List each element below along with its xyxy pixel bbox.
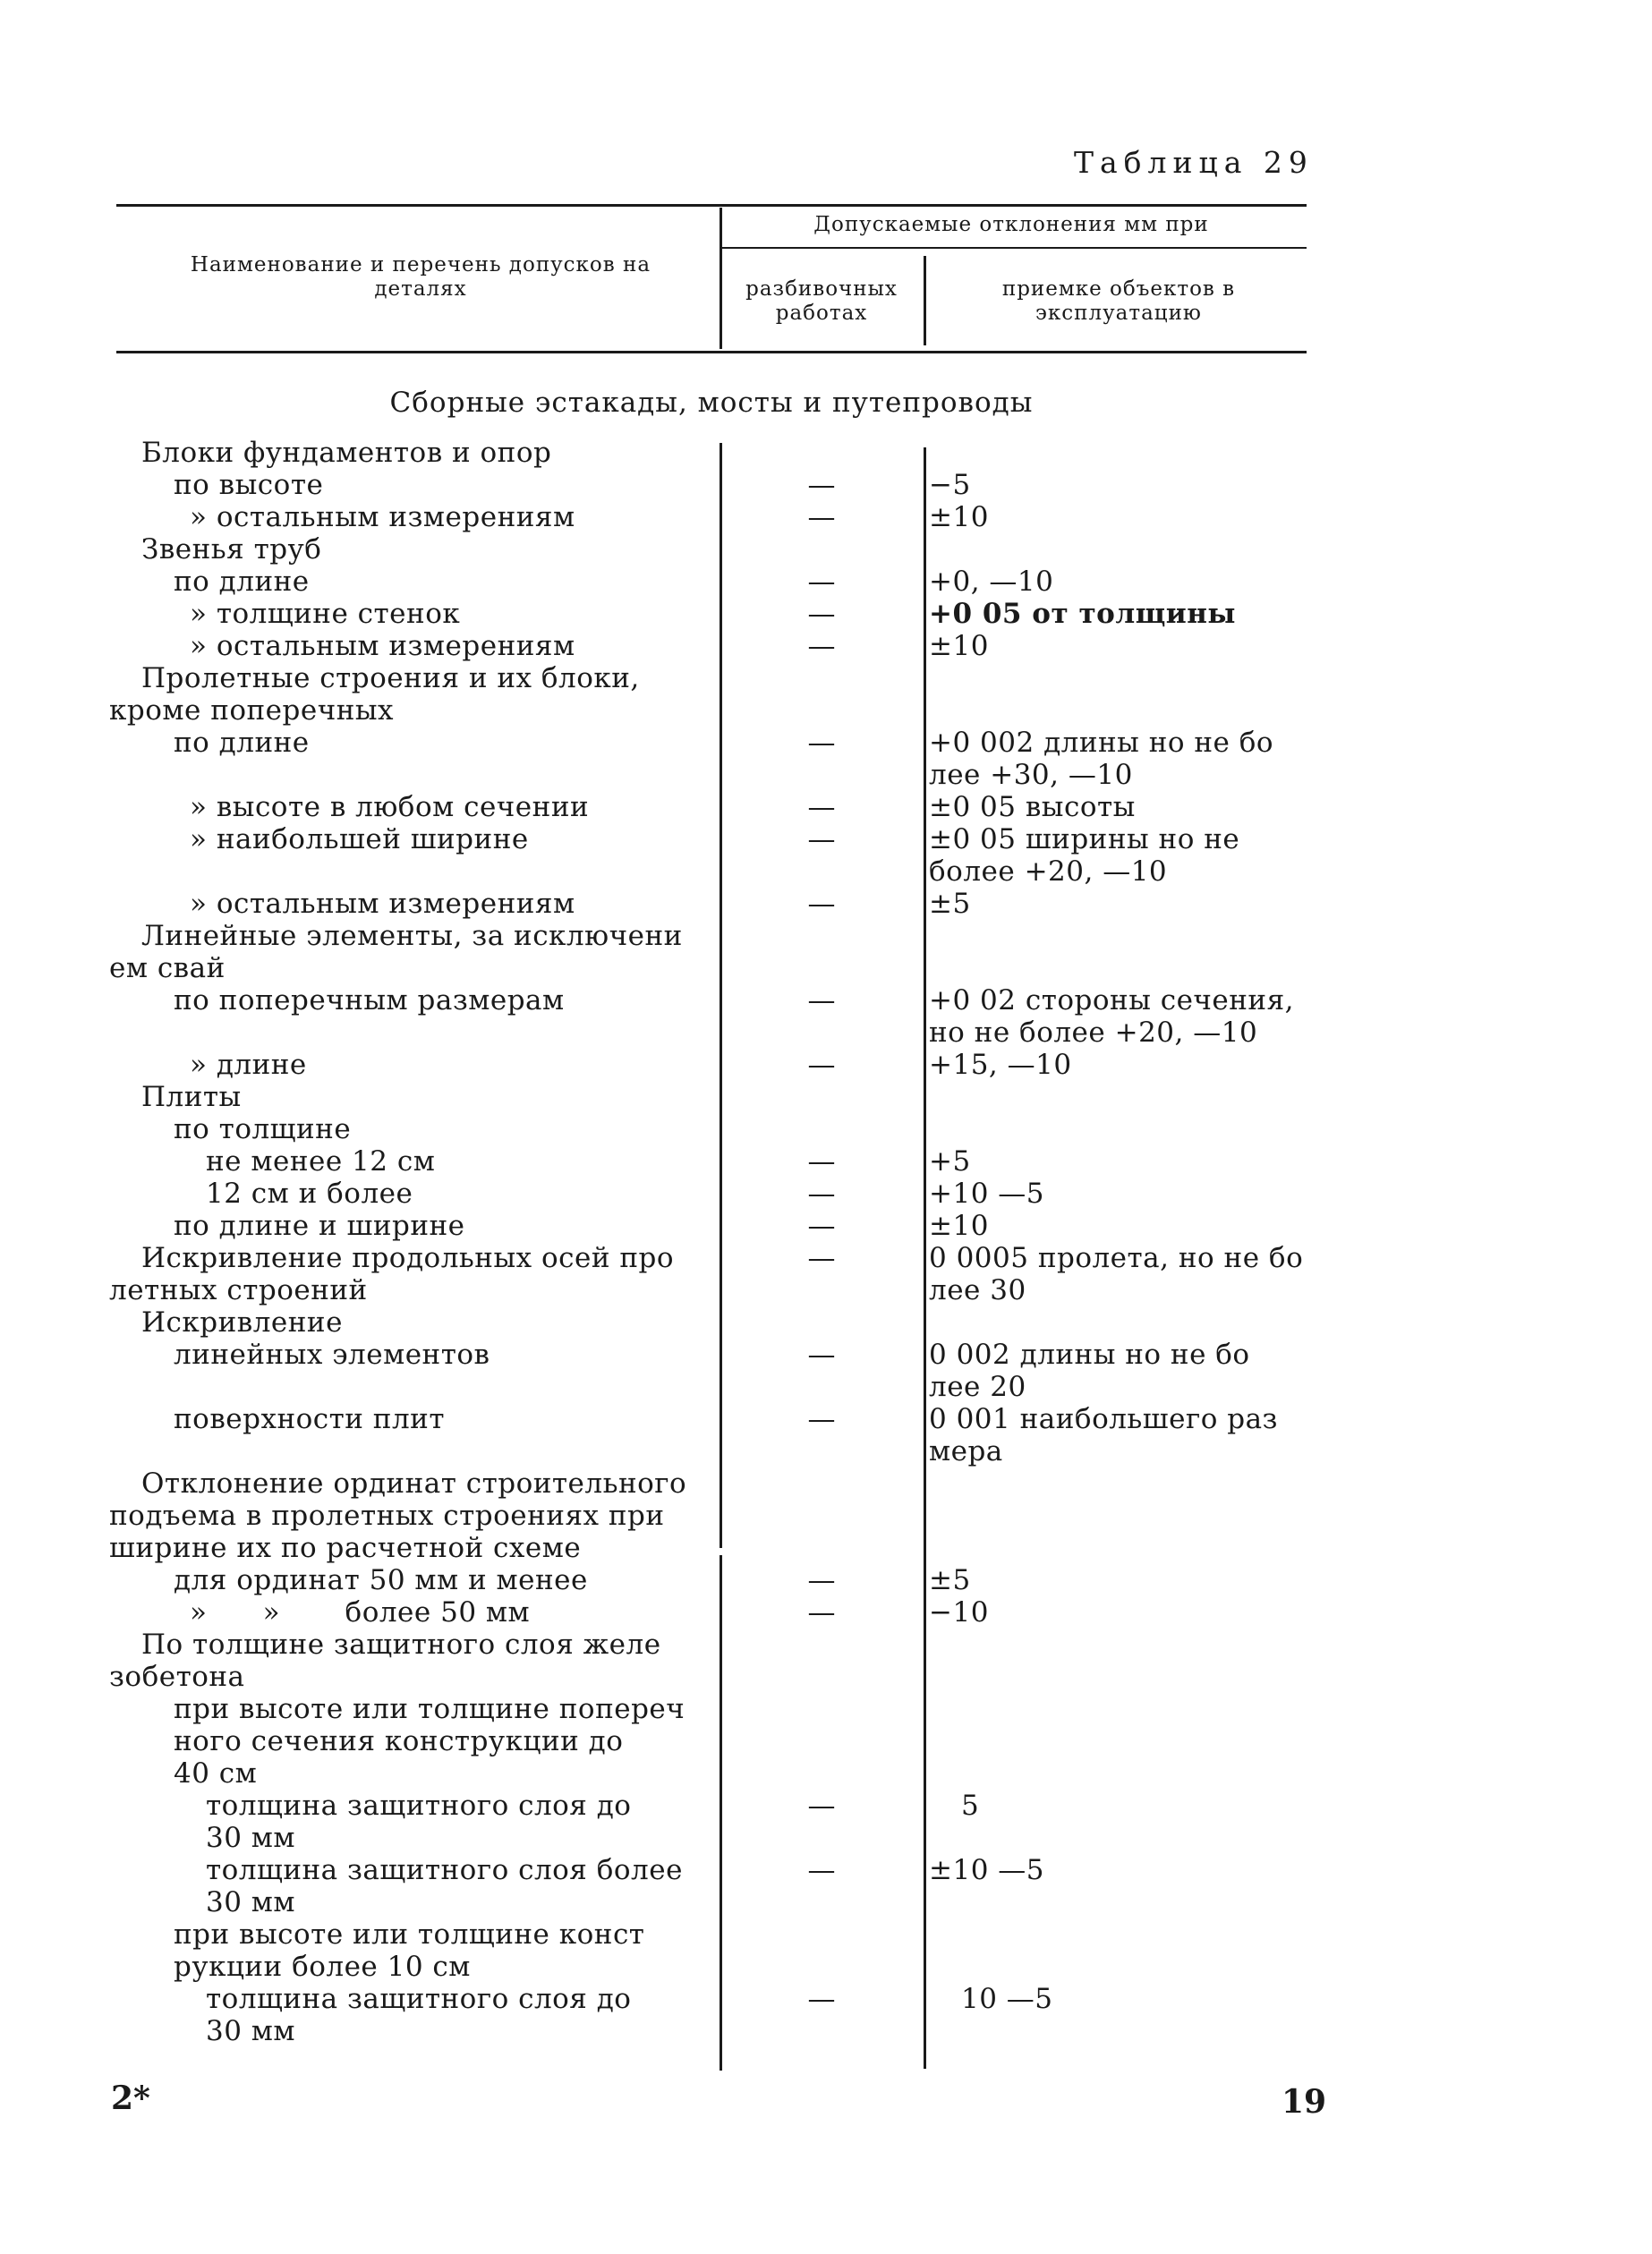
row-layout-value: — (807, 984, 836, 1016)
row-layout-value: — (807, 1210, 836, 1242)
row-layout-value: — (807, 469, 836, 501)
row-acceptance-value: ±10 (929, 630, 989, 662)
header-layout-works: разбивочных работах (745, 277, 898, 325)
row-acceptance-value: ±10 (929, 1210, 989, 1242)
row-name: по поперечным размерам (174, 984, 565, 1016)
row-name: ем свай (109, 952, 226, 984)
row-name: толщина защитного слоя до (206, 1983, 632, 2015)
row-name: при высоте или толщине конст (174, 1918, 645, 1951)
row-acceptance-value: ±10 —5 (929, 1854, 1044, 1886)
row-name: Пролетные строения и их блоки, (141, 662, 640, 694)
signature-mark: 2* (111, 2080, 150, 2117)
row-name: » остальным измерениям (190, 501, 575, 533)
row-name: 30 мм (206, 1822, 296, 1854)
row-acceptance-value: +10 —5 (929, 1178, 1044, 1210)
row-layout-value: — (807, 1596, 836, 1629)
row-layout-value: — (807, 727, 836, 759)
row-name: по длине (174, 727, 310, 759)
header-name-column: Наименование и перечень допусков на деталях (190, 253, 651, 301)
row-acceptance-value: ±0 05 высоты (929, 791, 1136, 823)
row-acceptance-value: +0, —10 (929, 566, 1054, 598)
row-layout-value: — (807, 1983, 836, 2015)
row-layout-value: — (807, 1049, 836, 1081)
header-top-rule (116, 204, 1307, 207)
row-name: летных строений (109, 1274, 368, 1306)
row-acceptance-value: +0 05 от толщины (929, 598, 1236, 630)
row-name: Отклонение ординат строительного (141, 1467, 687, 1500)
row-layout-value: — (807, 1854, 836, 1886)
row-acceptance-value: ±5 (929, 1564, 971, 1596)
row-acceptance-value: мера (929, 1435, 1003, 1467)
row-name: » остальным измерениям (190, 630, 575, 662)
row-name: 30 мм (206, 2015, 296, 2047)
row-layout-value: — (807, 630, 836, 662)
row-acceptance-value: лее 30 (929, 1274, 1026, 1306)
row-layout-value: — (807, 1242, 836, 1274)
row-name: рукции более 10 см (174, 1951, 471, 1983)
row-name: толщина защитного слоя более (206, 1854, 683, 1886)
row-name: линейных элементов (174, 1339, 490, 1371)
header-acceptance: приемке объектов в эксплуатацию (1001, 277, 1236, 325)
row-name: кроме поперечных (109, 694, 395, 727)
row-name: Звенья труб (141, 533, 322, 566)
row-name: по толщине (174, 1113, 352, 1145)
row-name: не менее 12 см (206, 1145, 436, 1178)
row-name: Искривление (141, 1306, 343, 1339)
row-name: Плиты (141, 1081, 242, 1113)
header-inner-rule (721, 247, 1307, 249)
table-number: Таблица 29 (1074, 145, 1314, 180)
body-divider-2 (924, 447, 926, 2069)
header-divider-1 (720, 208, 722, 349)
row-name: » » более 50 мм (190, 1596, 531, 1629)
row-name: ширине их по расчетной схеме (109, 1532, 582, 1564)
row-acceptance-value: 5 (961, 1790, 980, 1822)
row-acceptance-value: более +20, —10 (929, 855, 1168, 888)
row-name: при высоте или толщине попереч (174, 1693, 685, 1725)
row-acceptance-value: 0 001 наибольшего раз (929, 1403, 1278, 1435)
row-layout-value: — (807, 501, 836, 533)
row-name: 12 см и более (206, 1178, 413, 1210)
row-layout-value: — (807, 888, 836, 920)
row-layout-value: — (807, 566, 836, 598)
row-name: » длине (190, 1049, 307, 1081)
row-acceptance-value: −5 (929, 469, 971, 501)
section-title: Сборные эстакады, мосты и путепроводы (389, 387, 1034, 419)
row-name: 30 мм (206, 1886, 296, 1918)
row-layout-value: — (807, 1564, 836, 1596)
row-acceptance-value: +0 02 стороны сечения, (929, 984, 1295, 1016)
header-divider-2 (924, 256, 926, 345)
row-acceptance-value: 10 —5 (961, 1983, 1053, 2015)
row-name: подъема в пролетных строениях при (109, 1500, 665, 1532)
row-name: » толщине стенок (190, 598, 461, 630)
row-name: » остальным измерениям (190, 888, 575, 920)
row-acceptance-value: лее 20 (929, 1371, 1026, 1403)
body-divider-1b (720, 1555, 722, 2071)
row-acceptance-value: ±10 (929, 501, 989, 533)
row-name: по высоте (174, 469, 324, 501)
row-name: Искривление продольных осей про (141, 1242, 675, 1274)
row-name: » наибольшей ширине (190, 823, 529, 855)
row-layout-value: — (807, 1178, 836, 1210)
row-layout-value: — (807, 791, 836, 823)
row-layout-value: — (807, 1403, 836, 1435)
row-name: » высоте в любом сечении (190, 791, 590, 823)
row-layout-value: — (807, 598, 836, 630)
body-divider-1a (720, 443, 722, 1548)
row-name: по длине и ширине (174, 1210, 465, 1242)
row-layout-value: — (807, 1339, 836, 1371)
row-name: толщина защитного слоя до (206, 1790, 632, 1822)
header-tolerance-group: Допускаемые отклонения мм при (813, 213, 1209, 236)
row-acceptance-value: −10 (929, 1596, 989, 1629)
page-number: 19 (1282, 2083, 1327, 2121)
row-name: по длине (174, 566, 310, 598)
row-acceptance-value: ±0 05 ширины но не (929, 823, 1240, 855)
row-layout-value: — (807, 1790, 836, 1822)
row-acceptance-value: 0 0005 пролета, но не бо (929, 1242, 1304, 1274)
row-acceptance-value: ±5 (929, 888, 971, 920)
row-acceptance-value: +5 (929, 1145, 971, 1178)
row-name: для ординат 50 мм и менее (174, 1564, 588, 1596)
row-name: ного сечения конструкции до (174, 1725, 624, 1757)
row-name: 40 см (174, 1757, 258, 1790)
header-bottom-rule (116, 351, 1307, 353)
row-acceptance-value: +0 002 длины но не бо (929, 727, 1274, 759)
row-name: Блоки фундаментов и опор (141, 437, 552, 469)
row-layout-value: — (807, 823, 836, 855)
row-name: По толщине защитного слоя желе (141, 1629, 661, 1661)
row-layout-value: — (807, 1145, 836, 1178)
row-acceptance-value: лее +30, —10 (929, 759, 1133, 791)
row-name: зобетона (109, 1661, 245, 1693)
row-acceptance-value: 0 002 длины но не бо (929, 1339, 1250, 1371)
row-acceptance-value: но не более +20, —10 (929, 1016, 1258, 1049)
row-acceptance-value: +15, —10 (929, 1049, 1072, 1081)
row-name: поверхности плит (174, 1403, 445, 1435)
row-name: Линейные элементы, за исключени (141, 920, 683, 952)
